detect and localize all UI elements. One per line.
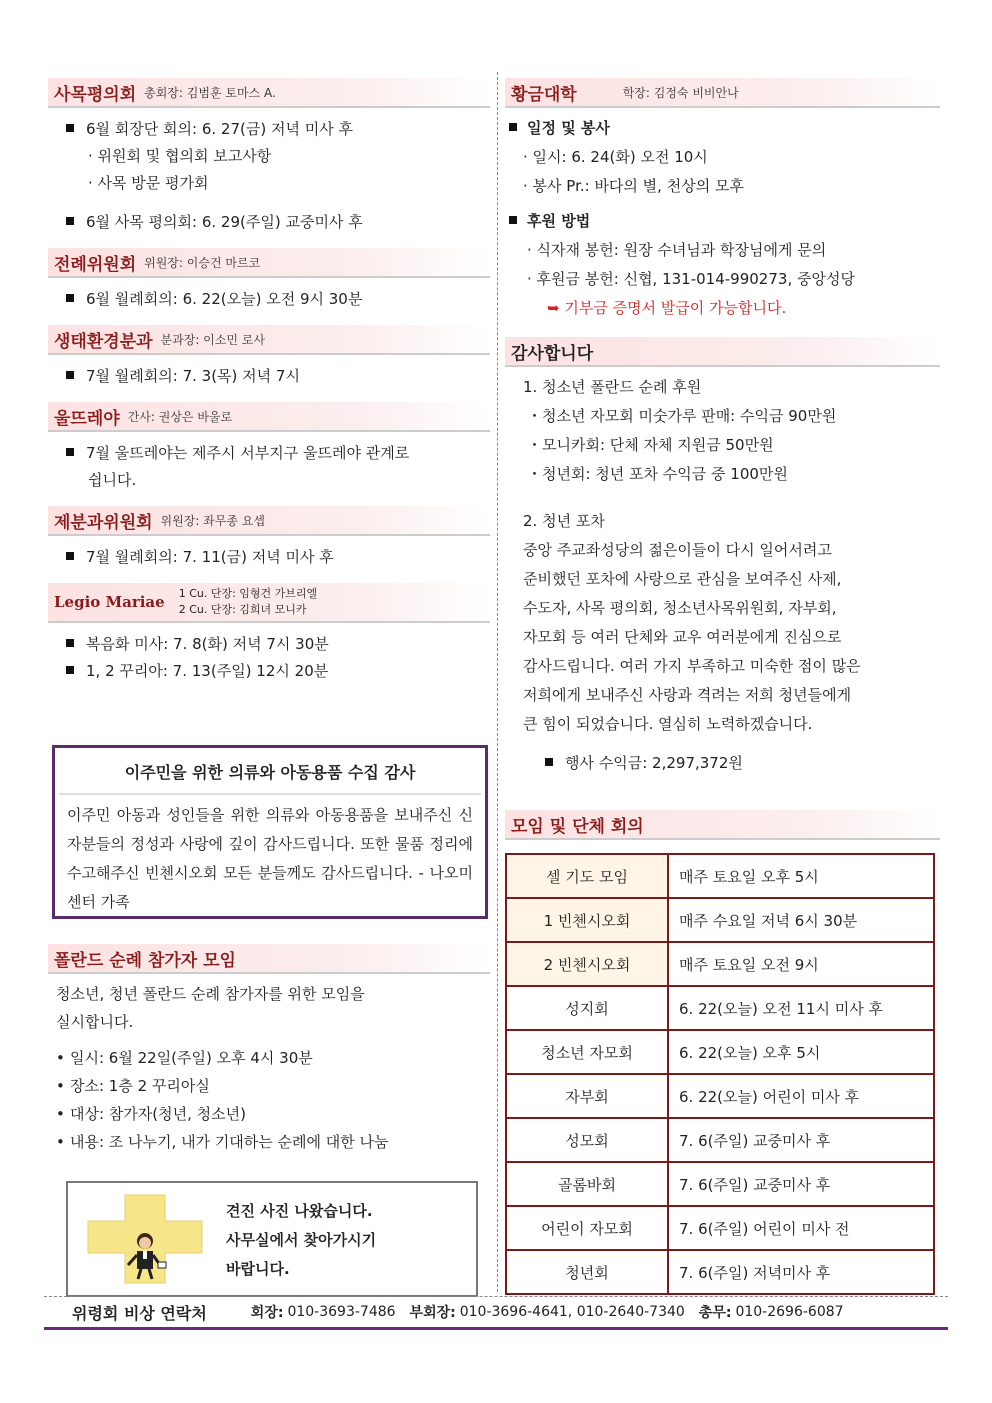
square-bullet-icon <box>509 216 517 224</box>
paragraph-line: 자모회 등 여러 단체와 교우 여러분에게 진심으로 <box>523 628 842 646</box>
square-bullet-icon <box>509 123 517 131</box>
numbered-item: 2. 청년 포차 <box>523 512 605 530</box>
contact-label: 부회장: <box>409 1305 456 1321</box>
table-row: 성지회 6. 22(오늘) 오전 11시 미사 후 <box>506 986 934 1030</box>
section-title: 울뜨레야 <box>54 408 120 429</box>
detail-list <box>48 1044 490 1156</box>
section-header <box>48 583 490 623</box>
section-header <box>48 506 490 536</box>
paragraph-line: 중앙 주교좌성당의 젊은이들이 다시 일어서려고 <box>523 541 832 559</box>
section-subtitle: 분과장: 이소민 로사 <box>160 332 265 347</box>
left-column <box>48 78 490 697</box>
detail-line: · 식자재 봉헌: 원장 수녀님과 학장님에게 문의 <box>527 241 827 259</box>
section-subtitle: 간사: 권상은 바울로 <box>127 409 233 424</box>
section-header <box>505 810 940 840</box>
contact-phone: 010-3696-4641, 010-2640-7340 <box>459 1304 685 1320</box>
column-divider <box>497 72 498 1292</box>
list-item: 6월 월례회의: 6. 22(오늘) 오전 9시 30분 <box>66 286 490 313</box>
donation-thanks-box <box>52 745 488 919</box>
ultreya-section <box>48 402 490 494</box>
list-subitem: · 사목 방문 평가회 <box>88 174 209 192</box>
table-row: 골롬바회 7. 6(주일) 교중미사 후 <box>506 1162 934 1206</box>
legio-mariae-section <box>48 583 490 685</box>
square-bullet-icon <box>66 124 74 132</box>
section-subtitle: 학장: 김정숙 비비안나 <box>622 85 739 100</box>
box-title: 이주민을 위한 의류와 아동용품 수집 감사 <box>124 763 416 782</box>
detail-line: · 봉사 Pr.: 바다의 별, 천상의 모후 <box>523 177 744 195</box>
section-title: 전례위원회 <box>54 254 137 275</box>
person-with-cross-icon <box>80 1191 210 1287</box>
table-row: 자부회 6. 22(오늘) 어린이 미사 후 <box>506 1074 934 1118</box>
eco-section <box>48 325 490 390</box>
section-title: 생태환경분과 <box>54 331 153 352</box>
section-title: Legio Mariae <box>54 593 165 611</box>
list-item: 6월 사목 평의회: 6. 29(주일) 교중미사 후 <box>66 209 490 236</box>
section-subtitle: 위원장: 이승건 마르코 <box>144 255 261 270</box>
table-row: 1 빈첸시오회 매주 수요일 저녁 6시 30분 <box>506 898 934 942</box>
square-bullet-icon <box>545 758 553 766</box>
detail-line: ・청년회: 청년 포차 수익금 중 100만원 <box>527 465 788 483</box>
section-header <box>48 402 490 432</box>
table-row: 셀 기도 모임 매주 토요일 오후 5시 <box>506 854 934 898</box>
section-subtitle: 1 Cu. 단장: 임형건 가브리엘 2 Cu. 단장: 김희녀 모니카 <box>178 587 318 616</box>
section-title: 감사합니다 <box>511 343 594 364</box>
intro-text: 청소년, 청년 폴란드 순례 참가자를 위한 모임을 실시합니다. <box>56 985 365 1031</box>
jebun-committee-section <box>48 506 490 571</box>
list-subitem: · 위원회 및 협의회 보고사항 <box>88 147 272 165</box>
square-bullet-icon <box>66 552 74 560</box>
detail-line: · 일시: 6. 24(화) 오전 10시 <box>523 148 708 166</box>
section-header <box>48 325 490 355</box>
paragraph-line: 저희에게 보내주신 사랑과 격려는 저희 청년들에게 <box>523 686 852 704</box>
detail-line: ・모니카회: 단체 자체 지원금 50만원 <box>527 436 774 454</box>
subheading: 후원 방법 <box>509 207 940 236</box>
table-row: 어린이 자모회 7. 6(주일) 어린이 미사 전 <box>506 1206 934 1250</box>
table-row: 성모회 7. 6(주일) 교중미사 후 <box>506 1118 934 1162</box>
pastoral-council-section <box>48 78 490 236</box>
section-subtitle: 위원장: 좌무종 요셉 <box>160 513 265 528</box>
footer-title: 위령회 비상 연락처 <box>72 1303 207 1323</box>
paragraph-line: 감사드립니다. 여러 가지 부족하고 미숙한 점이 많은 <box>523 657 861 675</box>
paragraph-line: 큰 힘이 되었습니다. 열심히 노력하겠습니다. <box>523 715 813 733</box>
contact-phone: 010-3693-7486 <box>287 1304 396 1320</box>
square-bullet-icon <box>66 217 74 225</box>
square-bullet-icon <box>66 294 74 302</box>
confirmation-photo-notice <box>66 1181 478 1297</box>
emergency-contact-footer <box>44 1296 948 1330</box>
square-bullet-icon <box>66 639 74 647</box>
gratitude-section <box>505 337 940 778</box>
meetings-table <box>505 853 935 1295</box>
list-item-continuation: 쉽니다. <box>88 471 137 489</box>
section-header <box>505 337 940 367</box>
subheading: 일정 및 봉사 <box>509 114 940 143</box>
list-item: • 내용: 조 나누기, 내가 기대하는 순례에 대한 나눔 <box>70 1128 490 1156</box>
paragraph-line: 수도자, 사목 평의회, 청소년사목위원회, 자부회, <box>523 599 837 617</box>
notice-text: 견진 사진 나왔습니다. 사무실에서 찾아가시기 바랍니다. <box>226 1202 377 1278</box>
section-title: 제분과위원회 <box>54 512 153 533</box>
receipt-note: ➥ 기부금 증명서 발급이 가능합니다. <box>547 299 787 317</box>
list-item: 6월 회장단 회의: 6. 27(금) 저녁 미사 후 <box>66 116 490 143</box>
table-row: 청년회 7. 6(주일) 저녁미사 후 <box>506 1250 934 1294</box>
list-item: 7월 월례회의: 7. 3(목) 저녁 7시 <box>66 363 490 390</box>
liturgy-committee-section <box>48 248 490 313</box>
section-subtitle: 총회장: 김범훈 토마스 A. <box>144 85 276 100</box>
contact-label: 회장: <box>250 1305 284 1321</box>
list-item: 7월 울뜨레야는 제주시 서부지구 울뜨레야 관계로 <box>66 440 490 467</box>
table-row: 청소년 자모회 6. 22(오늘) 오후 5시 <box>506 1030 934 1074</box>
list-item: 1, 2 꾸리아: 7. 13(주일) 12시 20분 <box>66 658 490 685</box>
box-body: 이주민 아동과 성인들을 위한 의류와 아동용품을 보내주신 신자분들의 정성과 사랑에 깊이 감사드립니다. 또한 물품 정리에 수고해주신 빈첸시오회 모든 분들께도 감사드립니다. - 나오미 센터 가족 <box>67 806 473 911</box>
section-header <box>48 78 490 108</box>
meetings-section <box>505 810 940 840</box>
list-item: • 장소: 1층 2 꾸리아실 <box>70 1072 490 1100</box>
golden-college-section <box>505 78 940 323</box>
detail-line: ・청소년 자모회 미숫가루 판매: 수익금 90만원 <box>527 407 837 425</box>
contact-label: 총무: <box>698 1305 732 1321</box>
section-title: 사목평의회 <box>54 84 137 105</box>
square-bullet-icon <box>66 371 74 379</box>
paragraph-line: 준비했던 포차에 사랑으로 관심을 보여주신 사제, <box>523 570 842 588</box>
income-line: 행사 수익금: 2,297,372원 <box>523 749 940 778</box>
numbered-item: 1. 청소년 폴란드 순례 후원 <box>523 378 702 396</box>
list-item: • 일시: 6월 22일(주일) 오후 4시 30분 <box>70 1044 490 1072</box>
section-header <box>48 248 490 278</box>
square-bullet-icon <box>66 666 74 674</box>
contact-phone: 010-2696-6087 <box>735 1304 844 1320</box>
section-header <box>505 78 940 108</box>
section-header <box>48 944 490 974</box>
detail-line: · 후원금 봉헌: 신협, 131-014-990273, 중앙성당 <box>527 270 855 288</box>
list-item: • 대상: 참가자(청년, 청소년) <box>70 1100 490 1128</box>
square-bullet-icon <box>66 448 74 456</box>
section-title: 폴란드 순례 참가자 모임 <box>54 950 236 971</box>
list-item: 7월 월례회의: 7. 11(금) 저녁 미사 후 <box>66 544 490 571</box>
right-column <box>505 78 940 837</box>
poland-pilgrimage-section <box>48 944 490 1156</box>
table-row: 2 빈첸시오회 매주 토요일 오전 9시 <box>506 942 934 986</box>
list-item: 복음화 미사: 7. 8(화) 저녁 7시 30분 <box>66 631 490 658</box>
section-title: 황금대학 <box>511 84 577 105</box>
section-title: 모임 및 단체 회의 <box>511 816 644 837</box>
